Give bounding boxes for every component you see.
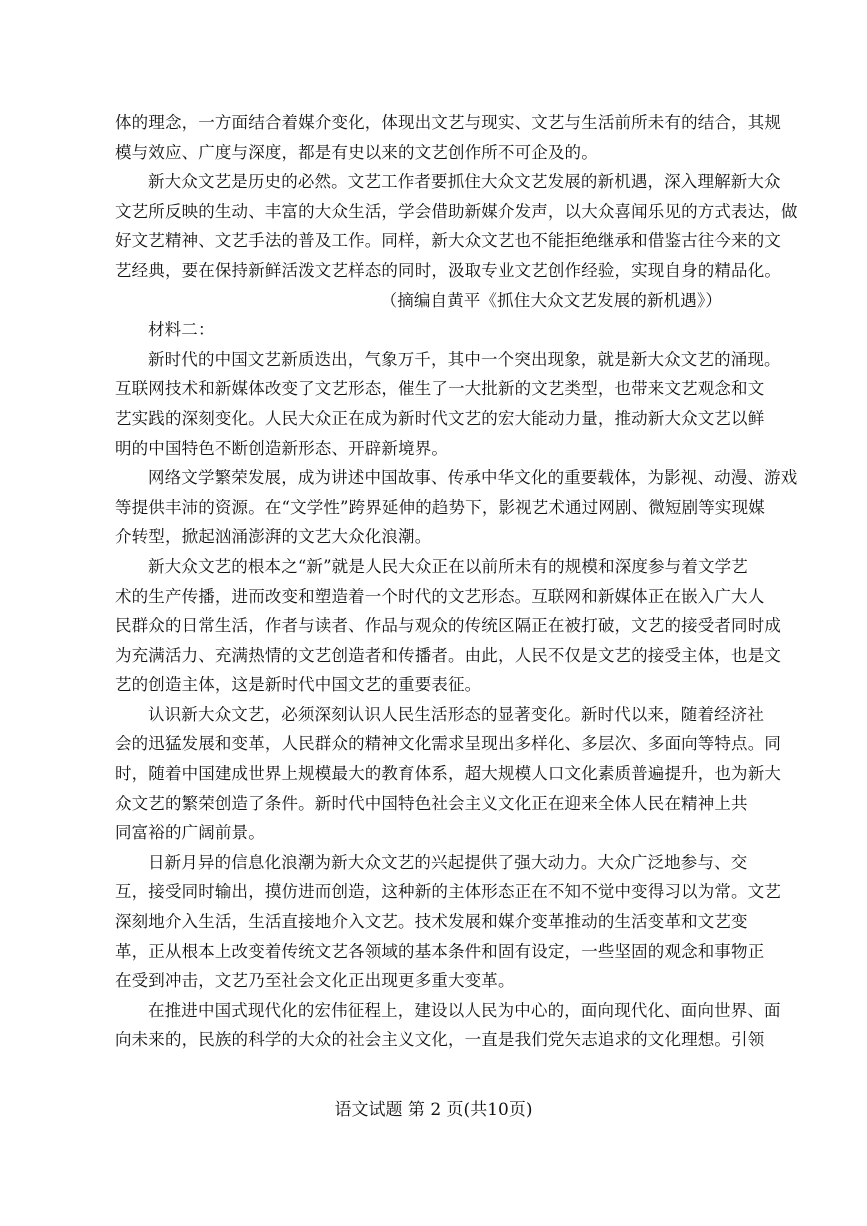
text-line: 艺实践的深刻变化。人民大众正在成为新时代文艺的宏大能动力量，推动新大众文艺以鲜	[115, 408, 765, 428]
text-line: 时，随着中国建成世界上规模最大的教育体系，超大规模人口文化素质普遍提升，也为新大	[115, 764, 781, 784]
text-line: 会的迅猛发展和变革，人民群众的精神文化需求呈现出多样化、多层次、多面向等特点。同	[115, 734, 781, 754]
text-line: 革，正从根本上改变着传统文艺各领域的基本条件和固有设定，一些坚固的观念和事物正	[115, 941, 765, 961]
paragraph-start: 新大众文艺的根本之“新”就是人民大众正在以前所未有的规模和深度参与着文学艺	[148, 556, 748, 576]
text-line: 艺经典，要在保持新鲜活泼文艺样态的同时，汲取专业文艺创作经验，实现自身的精品化。	[115, 260, 781, 280]
text-line: 模与效应、广度与深度，都是有史以来的文艺创作所不可企及的。	[115, 142, 598, 162]
source-citation: （摘编自黄平《抓住大众文艺发展的新机遇》）	[380, 290, 722, 310]
text-line: 为充满活力、充满热情的文艺创造者和传播者。由此，人民不仅是文艺的接受主体，也是文	[115, 645, 781, 665]
text-line: 互，接受同时输出，摸仿进而创造，这种新的主体形态正在不知不觉中变得习以为常。文艺	[115, 882, 781, 902]
material-heading: 材料二：	[148, 320, 215, 340]
paragraph-start: 认识新大众文艺，必须深刻认识人民生活形态的显著变化。新时代以来，随着经济社	[148, 704, 765, 724]
text-line: 明的中国特色不断创造新形态、开辟新境界。	[115, 438, 448, 458]
text-line: 互联网技术和新媒体改变了文艺形态，催生了一大批新的文艺类型，也带来文艺观念和文	[115, 379, 765, 399]
text-line: 等提供丰沛的资源。在“文学性”跨界延伸的趋势下，影视艺术通过网剧、微短剧等实现媒	[115, 497, 765, 517]
paragraph-start: 网络文学繁荣发展，成为讲述中国故事、传承中华文化的重要载体，为影视、动漫、游戏	[148, 468, 798, 488]
text-line: 文艺所反映的生动、丰富的大众生活，学会借助新媒介发声，以大众喜闻乐见的方式表达，做	[115, 201, 798, 221]
text-line: 民群众的日常生活，作者与读者、作品与观众的传统区隔正在被打破，文艺的接受者同时成	[115, 616, 781, 636]
text-line: 在受到冲击，文艺乃至社会文化正出现更多重大变革。	[115, 971, 515, 991]
text-line: 深刻地介入生活，生活直接地介入文艺。技术发展和媒介变革推动的生活变革和文艺变	[115, 912, 748, 932]
paragraph-start: 日新月异的信息化浪潮为新大众文艺的兴起提供了强大动力。大众广泛地参与、交	[148, 852, 748, 872]
text-line: 同富裕的广阔前景。	[115, 823, 265, 843]
body-text	[115, 108, 798, 1055]
text-line: 介转型，掀起汹涌澎湃的文艺大众化浪潮。	[115, 527, 432, 547]
paragraph-start: 在推进中国式现代化的宏伟征程上，建设以人民为中心的，面向现代化、面向世界、面	[148, 1000, 781, 1020]
paragraph-start: 新时代的中国文艺新质迭出，气象万千，其中一个突出现象，就是新大众文艺的涌现。	[148, 349, 781, 369]
text-line: 好文艺精神、文艺手法的普及工作。同样，新大众文艺也不能拒绝继承和借鉴古往今来的文	[115, 231, 781, 251]
text-line: 体的理念，一方面结合着媒介变化，体现出文艺与现实、文艺与生活前所未有的结合，其规	[115, 113, 781, 132]
text-line: 向未来的，民族的科学的大众的社会主义文化，一直是我们党矢志追求的文化理想。引领	[115, 1030, 765, 1050]
text-line: 术的生产传播，进而改变和塑造着一个时代的文艺形态。互联网和新媒体正在嵌入广大人	[115, 586, 765, 606]
paragraph-start: 新大众文艺是历史的必然。文艺工作者要抓住大众文艺发展的新机遇，深入理解新大众	[148, 172, 781, 192]
text-line: 众文艺的繁荣创造了条件。新时代中国特色社会主义文化正在迎来全体人民在精神上共	[115, 793, 748, 813]
text-line: 艺的创造主体，这是新时代中国文艺的重要表征。	[115, 675, 482, 695]
page-footer: 语文试题 第 2 页(共10页)	[334, 1100, 533, 1120]
